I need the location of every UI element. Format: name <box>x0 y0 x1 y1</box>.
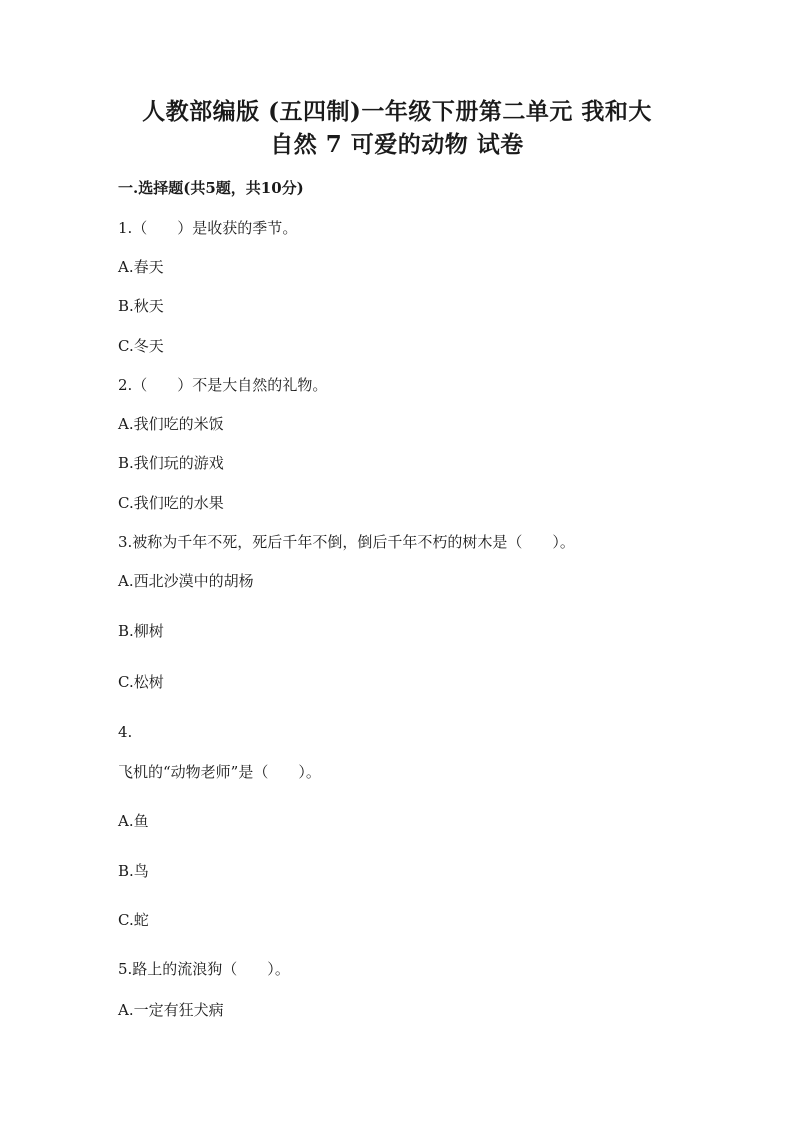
question-1-option-c: C.冬天 <box>118 337 164 355</box>
question-4-option-c: C.蛇 <box>118 911 149 929</box>
question-5-stem: 5.路上的流浪狗（ ）。 <box>118 960 290 978</box>
question-4-stem: 飞机的“动物老师”是（ ）。 <box>118 763 321 781</box>
question-2-option-c: C.我们吃的水果 <box>118 494 224 512</box>
question-4-option-a: A.鱼 <box>118 812 149 830</box>
question-2-option-a: A.我们吃的米饭 <box>118 415 224 433</box>
document-title-line-2: 自然 7 可爱的动物 试卷 <box>270 131 524 158</box>
section-heading: 一.选择题(共5题，共10分) <box>118 179 304 197</box>
question-4-number: 4. <box>118 723 133 741</box>
question-3-option-b: B.柳树 <box>118 622 164 640</box>
question-3-stem: 3.被称为千年不死，死后千年不倒，倒后千年不朽的树木是（ ）。 <box>118 533 575 551</box>
question-5-option-a: A.一定有狂犬病 <box>118 1001 224 1019</box>
question-1-option-a: A.春天 <box>118 258 164 276</box>
question-2-option-b: B.我们玩的游戏 <box>118 454 224 472</box>
question-1-stem: 1.（ ）是收获的季节。 <box>118 219 298 237</box>
document-title-line-1: 人教部编版 (五四制)一年级下册第二单元 我和大 <box>142 98 652 125</box>
question-3-option-a: A.西北沙漠中的胡杨 <box>118 572 254 590</box>
question-3-option-c: C.松树 <box>118 673 164 691</box>
question-4-option-b: B.鸟 <box>118 862 149 880</box>
question-1-option-b: B.秋天 <box>118 297 164 315</box>
question-2-stem: 2.（ ）不是大自然的礼物。 <box>118 376 328 394</box>
